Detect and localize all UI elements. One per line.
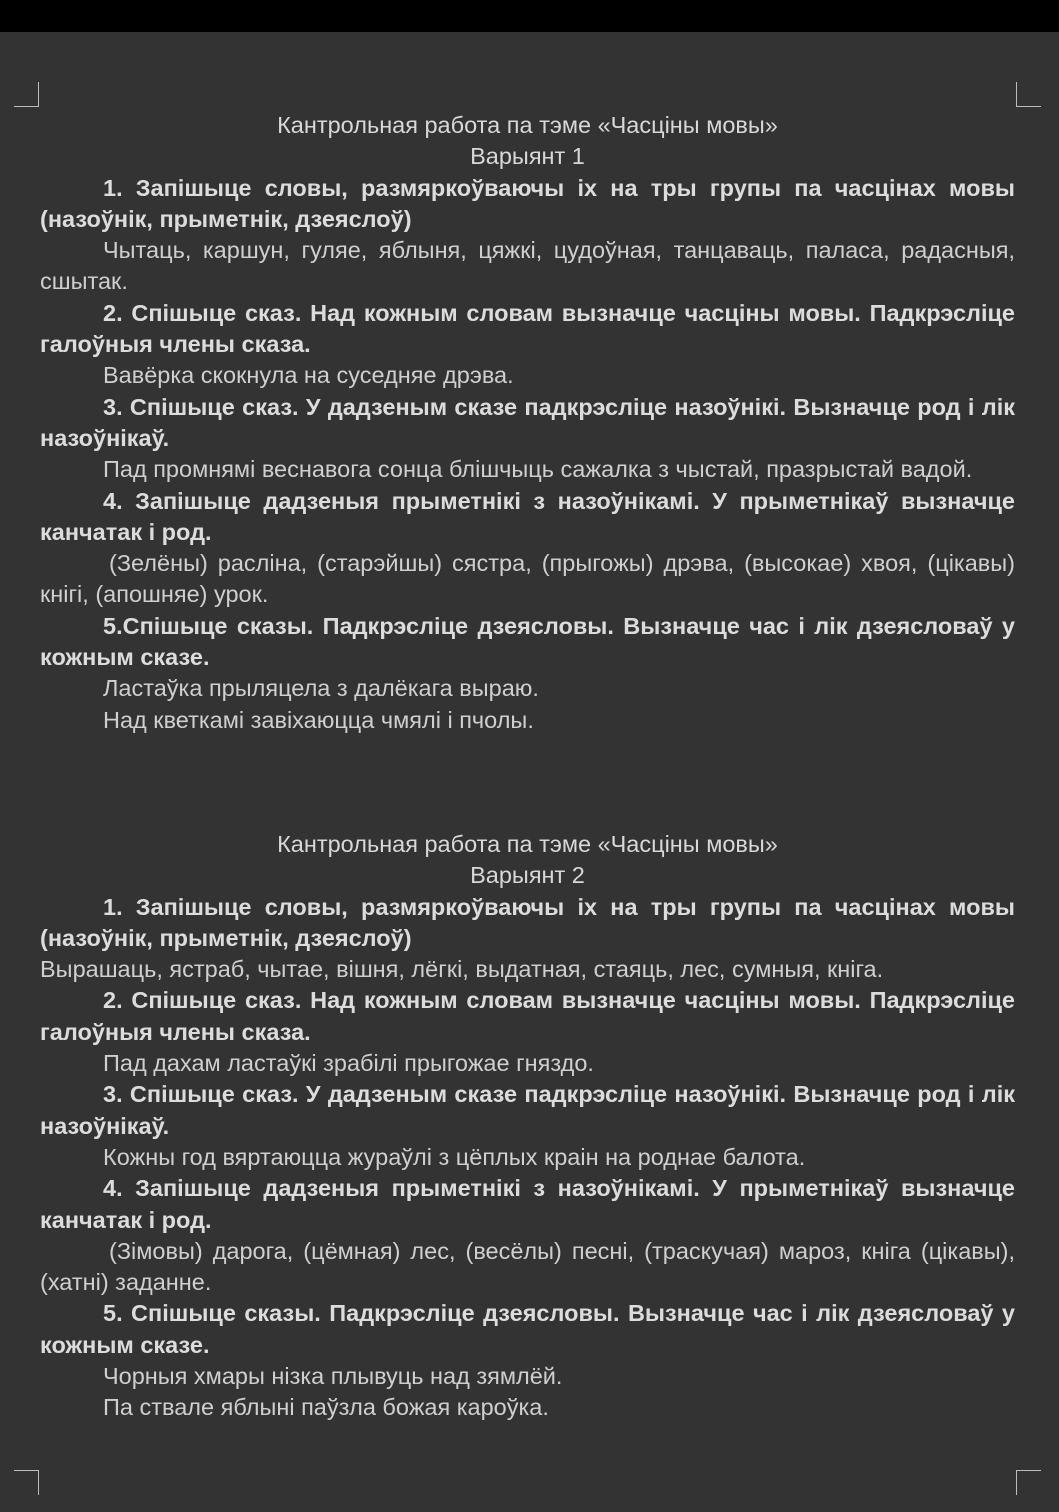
task-4-phrases: (Зелёны) расліна, (старэйшы) сястра, (прыгожы) дрэва, (высокае) хвоя, (цікавы) кнігі, (апошняе) урок. [40,550,1015,608]
document-title: Кантрольная работа па тэме «Часціны мовы» [277,112,778,138]
task-5: 5. Спішыце сказы. Падкрэсліце дзеясловы. Вызначце час і лік дзеясловаў у кожным сказе. [40,1300,1015,1358]
task-1: 1. Запішыце словы, размяркоўваючы іх на тры групы па часцінах мовы (назоўнік, прыметнік, дзеяслоў) [40,893,1015,951]
task-2: 2. Спішыце сказ. Над кожным словам вызначце часціны мовы. Падкрэсліце галоўныя члены сказа. [40,299,1015,358]
task-3-sentence: Пад промнямі веснавога сонца блішчыць сажалка з чыстай, празрыстай вадой. [103,456,973,483]
variant-2-section [40,829,1015,1424]
task-3: 3. Спішыце сказ. У дадзеным сказе падкрэсліце назоўнікі. Вызначце род і лік назоўнікаў. [40,393,1015,451]
bottom-right-crop-mark [1016,1470,1041,1495]
top-bar [0,0,1059,32]
task-5-sentence-1: Чорныя хмары нізка плывуць над зямлёй. [103,1363,563,1390]
task-3: 3. Спішыце сказ. У дадзеным сказе падкрэсліце назоўнікі. Вызначце род і лік назоўнікаў. [40,1081,1015,1139]
task-1-words: Чытаць, каршун, гуляе, яблыня, цяжкі, цудоўная, танцаваць, паласа, радасныя, сшытак. [40,237,1015,295]
task-5-sentence-1: Ластаўка прыляцела з далёкага выраю. [103,675,539,702]
variant-heading: Варыянт 2 [470,862,585,889]
top-left-crop-mark [14,82,39,107]
task-5: 5.Спішыце сказы. Падкрэсліце дзеясловы. Вызначце час і лік дзеясловаў у кожным сказе. [40,612,1015,671]
task-5-sentence-2: Над кветкамі завіхаюцца чмялі і пчолы. [103,706,534,733]
task-2-sentence: Пад дахам ластаўкі зрабілі прыгожае гняздо. [103,1050,594,1077]
task-4-phrases: (Зімовы) дарога, (цёмная) лес, (весёлы) песні, (траскучая) мароз, кніга (цікавы), (хатні) заданне. [40,1237,1015,1296]
variant-heading: Варыянт 1 [470,143,585,170]
task-5-sentence-2: Па ствале яблыні паўзла божая кароўка. [103,1394,549,1421]
task-1: 1. Запішыце словы, размяркоўваючы іх на тры групы па часцінах мовы (назоўнік, прыметнік, дзеяслоў) [40,174,1015,232]
task-2: 2. Спішыце сказ. Над кожным словам вызначце часціны мовы. Падкрэсліце галоўныя члены сказа. [40,987,1015,1045]
task-1-words: Вырашаць, ястраб, чытае, вішня, лёгкі, выдатная, стаяць, лес, сумныя, кніга. [40,956,884,983]
top-right-crop-mark [1016,82,1041,107]
document-title: Кантрольная работа па тэме «Часціны мовы» [277,831,778,857]
variant-1-section [40,110,1015,736]
task-2-sentence: Вавёрка скокнула на суседняе дрэва. [103,362,514,389]
task-4: 4. Запішыце дадзеныя прыметнікі з назоўнікамі. У прыметнікаў вызначце канчатак і род. [40,487,1015,545]
task-3-sentence: Кожны год вяртаюцца жураўлі з цёплых краін на роднае балота. [103,1143,806,1170]
task-4: 4. Запішыце дадзеныя прыметнікі з назоўнікамі. У прыметнікаў вызначце канчатак і род. [40,1175,1015,1233]
bottom-left-crop-mark [14,1470,39,1495]
